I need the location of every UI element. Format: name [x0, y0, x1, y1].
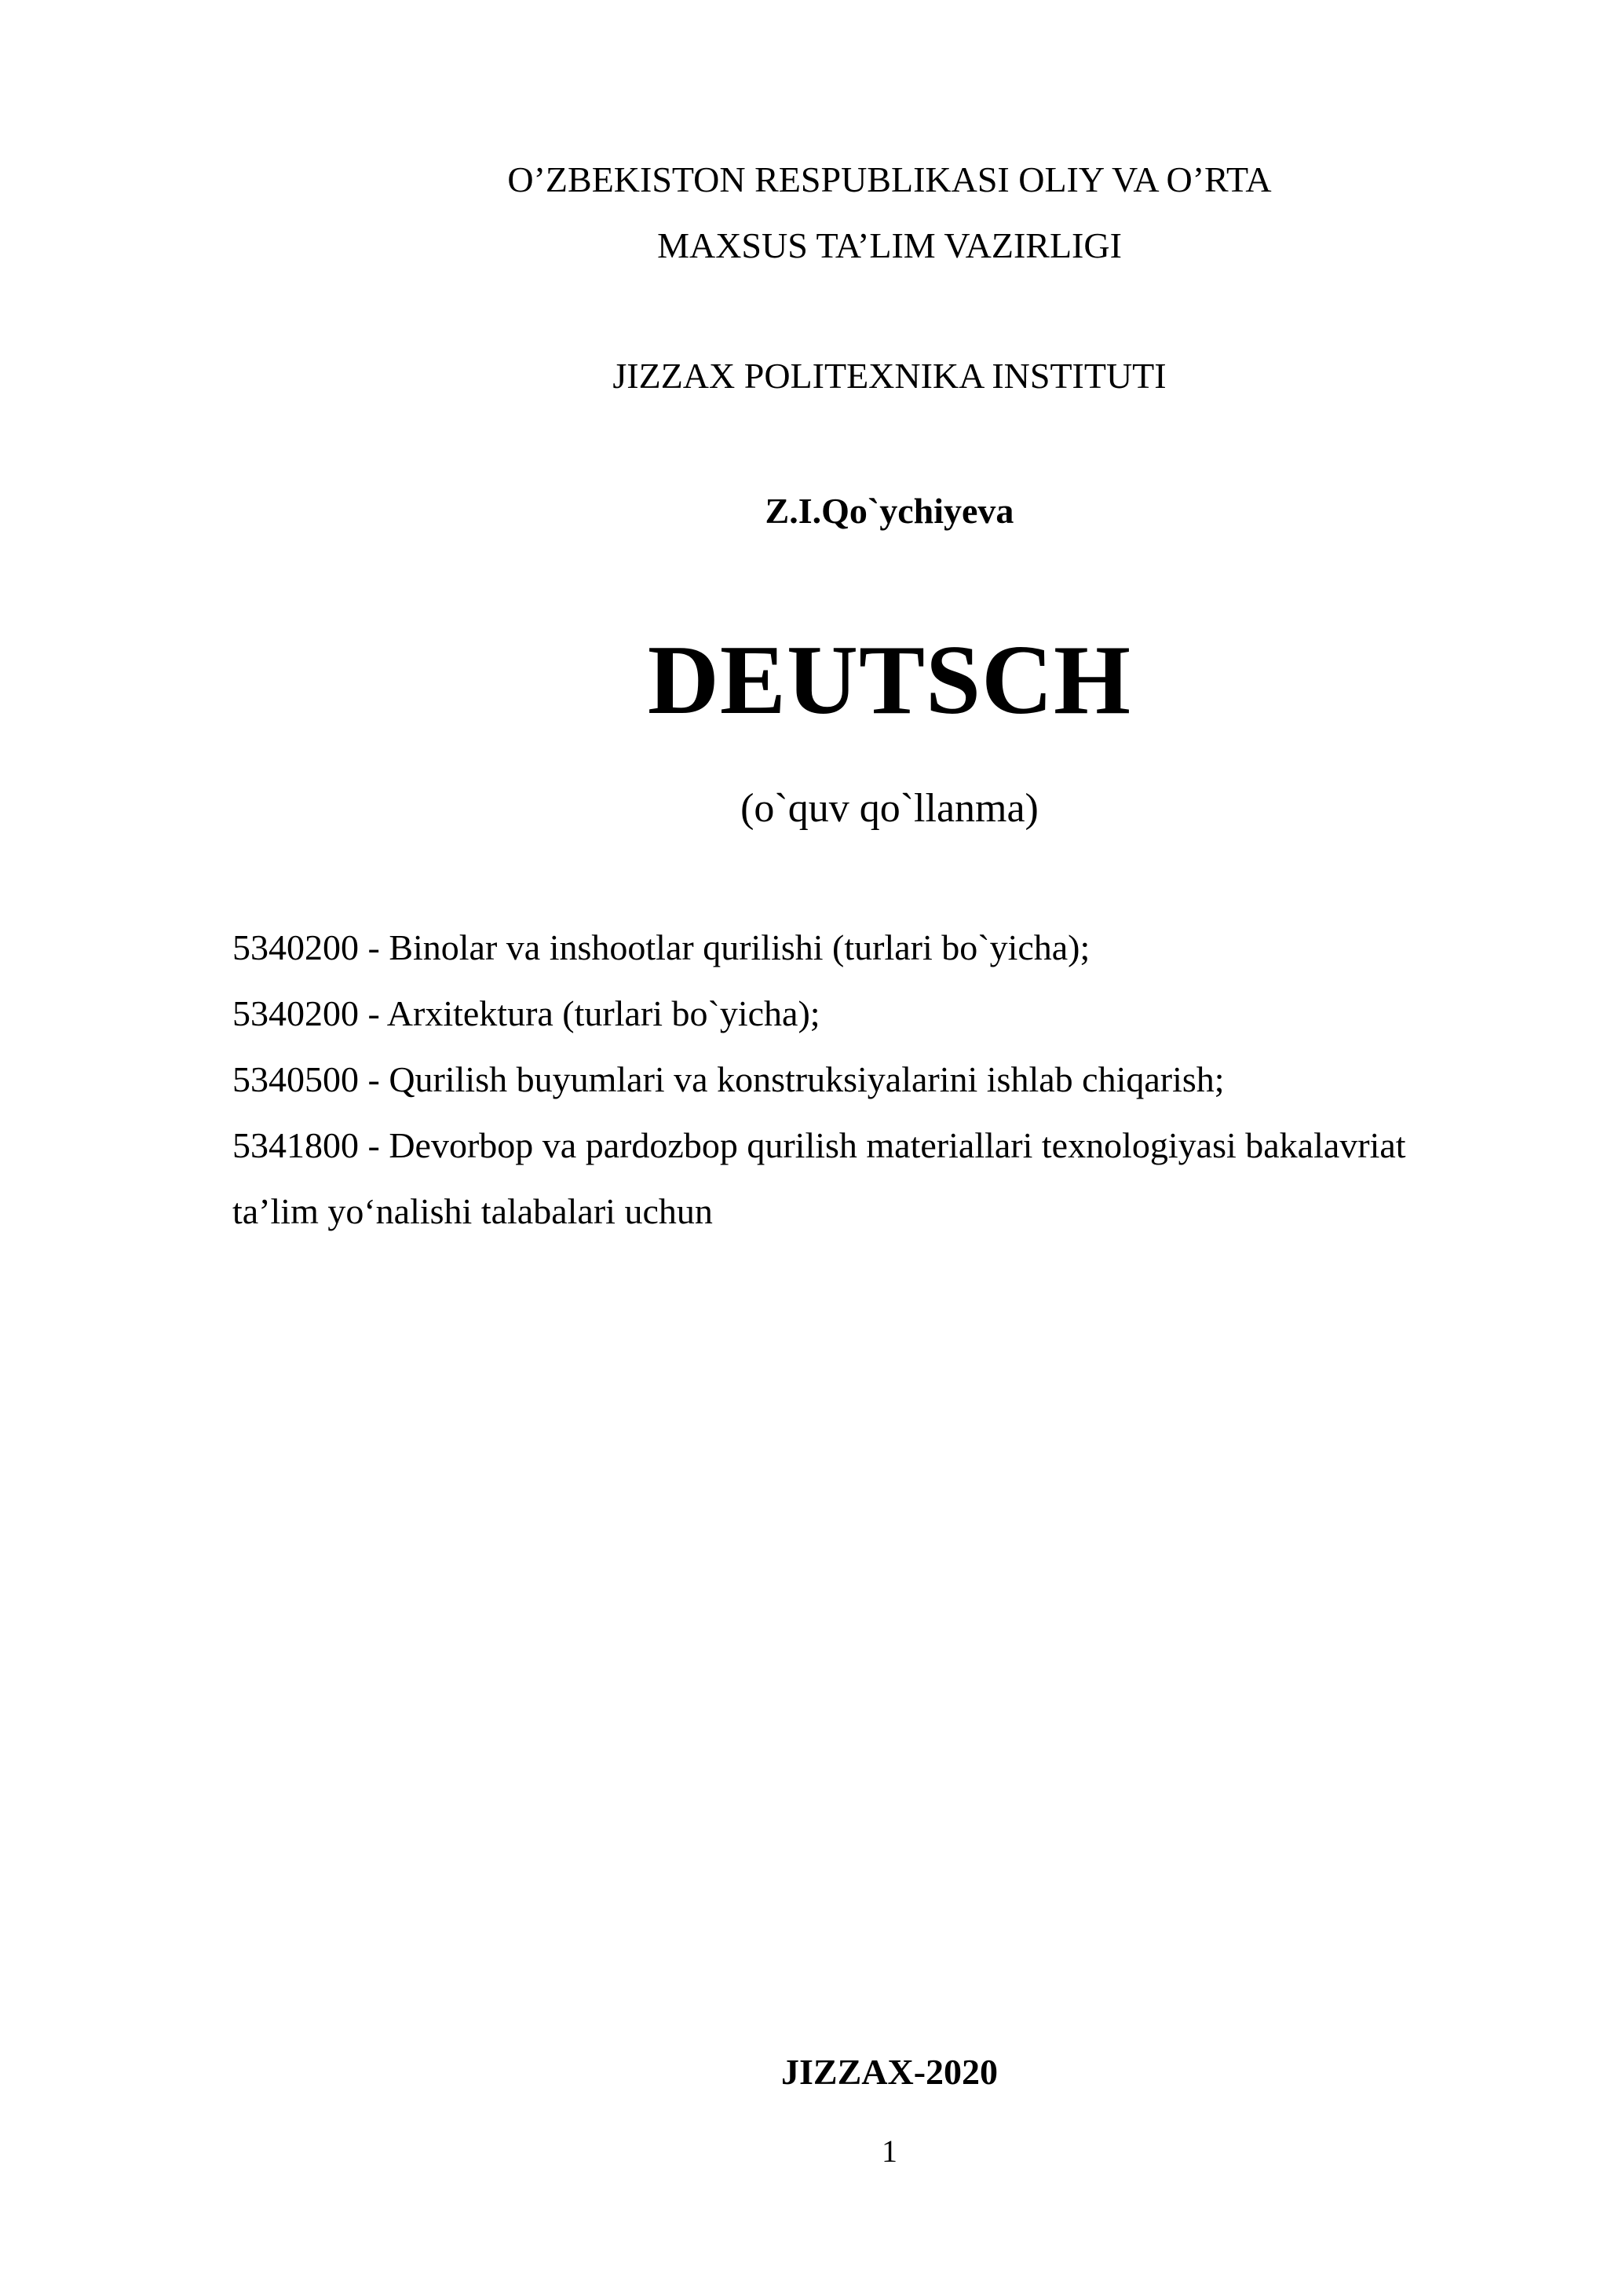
page-number: 1: [882, 2133, 897, 2169]
author-name: Z.I.Qo`ychiyeva: [765, 491, 1014, 531]
ministry-line-2: MAXSUS TA’LIM VAZIRLIGI: [657, 225, 1122, 265]
program-line-4: 5341800 - Devorbop va pardozbop qurilish materiallari texnologiyasi bakalavriat: [232, 1125, 1406, 1165]
program-line-5: ta’lim yo‘nalishi talabalari uchun: [232, 1191, 713, 1231]
document-title: DEUTSCH: [647, 626, 1132, 735]
institute-name: JIZZAX POLITEXNIKA INSTITUTI: [612, 356, 1167, 396]
program-line-1: 5340200 - Binolar va inshootlar qurilishi (turlari bo`yicha);: [232, 927, 1090, 967]
ministry-line-1: O’ZBEKISTON RESPUBLIKASI OLIY VA O’RTA: [507, 159, 1272, 199]
program-line-2: 5340200 - Arxitektura (turlari bo`yicha);: [232, 993, 820, 1033]
program-line-3: 5340500 - Qurilish buyumlari va konstruksiyalarini ishlab chiqarish;: [232, 1059, 1225, 1099]
city-year: JIZZAX-2020: [780, 2052, 999, 2092]
document-subtitle: (o`quv qo`llanma): [740, 786, 1039, 831]
